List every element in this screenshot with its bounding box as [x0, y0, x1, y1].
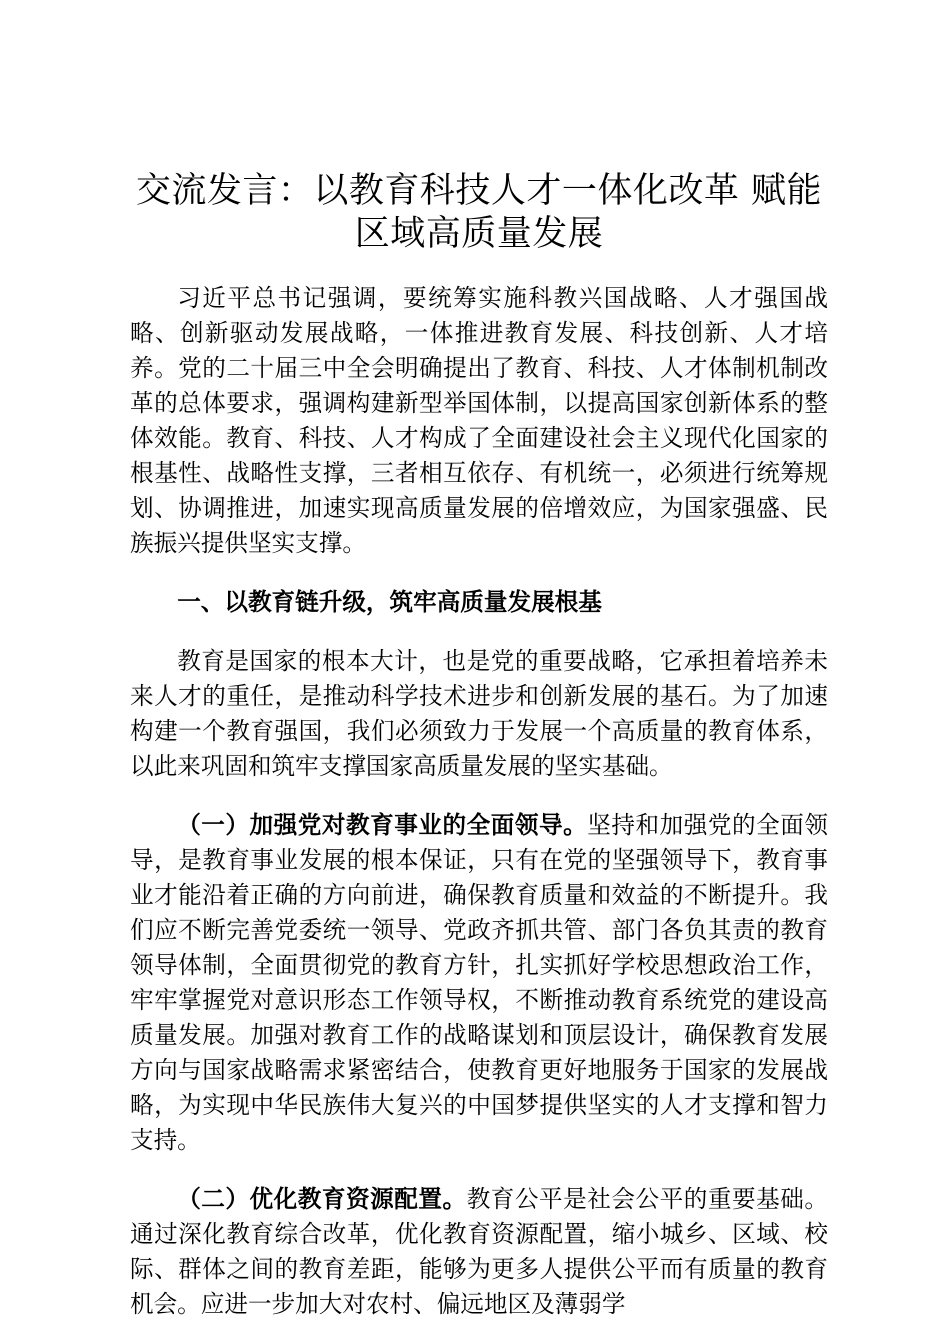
education-paragraph: 教育是国家的根本大计，也是党的重要战略，它承担着培养未来人才的重任，是推动科学技术进步和创新发展的基石。为了加速构建一个教育强国，我们必须致力于发展一个高质量的教育体系，以此来巩固和筑牢支撑国家高质量发展的坚实基础。 — [130, 647, 828, 780]
document-title — [130, 170, 828, 256]
section-heading-1: 一、以教育链升级，筑牢高质量发展根基 — [177, 588, 602, 616]
intro-paragraph: 习近平总书记强调，要统筹实施科教兴国战略、人才强国战略、创新驱动发展战略，一体推进教育发展、科技创新、人才培养。党的二十届三中全会明确提出了教育、科技、人才体制机制改革的总体要求，强调构建新型举国体制，以提高国家创新体系的整体效能。教育、科技、人才构成了全面建设社会主义现代化国家的根基性、战略性支撑，三者相互依存、有机统一，必须进行统筹规划、协调推进，加速实现高质量发展的倍增效应，为国家强盛、民族振兴提供坚实支撑。 — [130, 284, 828, 557]
subsection-1-paragraph — [130, 808, 828, 1158]
subsection-2-lead: （二）优化教育资源配置。 — [177, 1185, 467, 1213]
subsection-2-body: 教育公平是社会公平的重要基础。通过深化教育综合改革，优化教育资源配置，缩小城乡、区域、校际、群体之间的教育差距，能够为更多人提供公平而有质量的教育机会。应进一步加大对农村、偏远地区及薄弱学 — [130, 1185, 829, 1318]
title-line-1: 交流发言：以教育科技人才一体化改革 赋能 — [135, 171, 823, 211]
subsection-1-body: 坚持和加强党的全面领导，是教育事业发展的根本保证，只有在党的坚强领导下，教育事业才能沿着正确的方向前进，确保教育质量和效益的不断提升。我们应不断完善党委统一领导、党政齐抓共管、部门各负其责的教育领导体制，全面贯彻党的教育方针，扎实抓好学校思想政治工作，牢牢掌握党对意识形态工作领导权，不断推动教育系统党的建设高质量发展。加强对教育工作的战略谋划和顶层设计，确保教育发展方向与国家战略需求紧密结合，使教育更好地服务于国家的发展战略，为实现中华民族伟大复兴的中国梦提供坚实的人才支撑和智力支持。 — [130, 811, 829, 1154]
subsection-1-lead: （一）加强党对教育事业的全面领导。 — [177, 811, 588, 839]
document-page — [130, 170, 828, 1322]
title-line-2: 区域高质量发展 — [354, 214, 604, 254]
subsection-2-paragraph — [130, 1182, 828, 1322]
